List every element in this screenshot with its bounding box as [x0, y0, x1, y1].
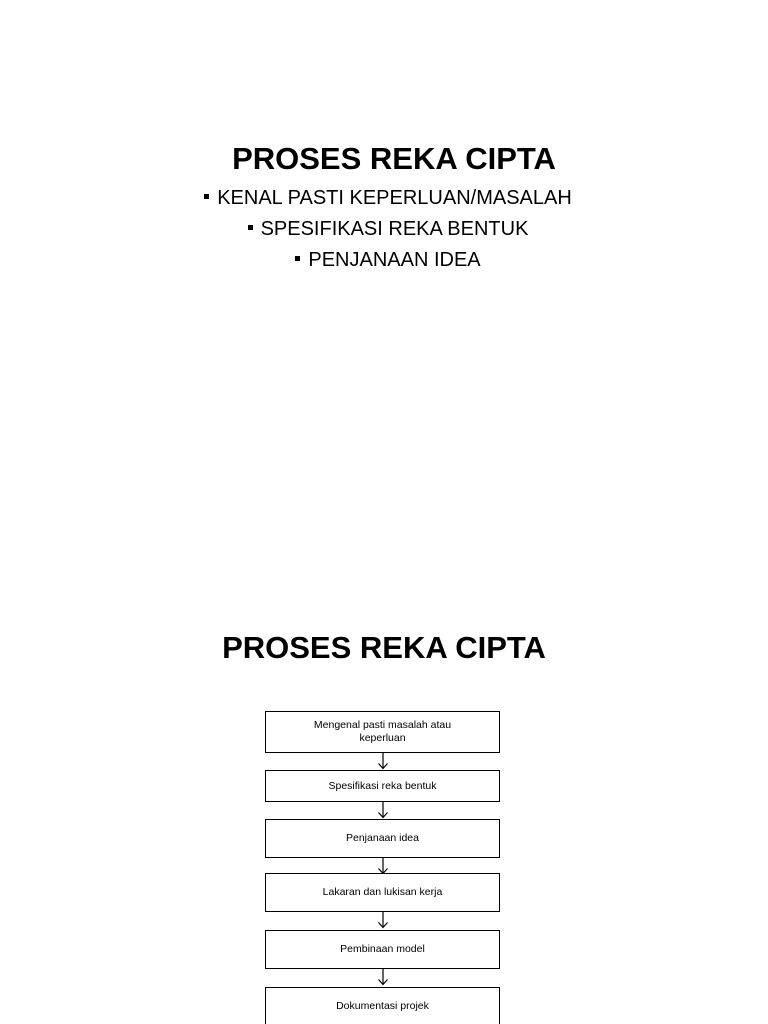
slide-1-title: PROSES REKA CIPTA: [232, 141, 556, 176]
flow-step-box: Lakaran dan lukisan kerja: [265, 873, 500, 912]
down-arrow-icon: [377, 969, 389, 986]
flow-step-box: Pembinaan model: [265, 930, 500, 969]
flow-step-box: Penjanaan idea: [265, 819, 500, 858]
down-arrow-icon: [377, 753, 389, 770]
bullet-text: KENAL PASTI KEPERLUAN/MASALAH: [217, 187, 572, 209]
flow-step-box: Dokumentasi projek: [265, 987, 500, 1024]
flow-step-box: Spesifikasi reka bentuk: [265, 770, 500, 802]
flow-step-box: Mengenal pasti masalah atau keperluan: [265, 711, 500, 753]
down-arrow-icon: [377, 912, 389, 929]
down-arrow-icon: [377, 802, 389, 819]
slide-2-title: PROSES REKA CIPTA: [222, 630, 546, 665]
bullet-text: PENJANAAN IDEA: [308, 249, 481, 271]
bullet-text: SPESIFIKASI REKA BENTUK: [260, 218, 529, 240]
